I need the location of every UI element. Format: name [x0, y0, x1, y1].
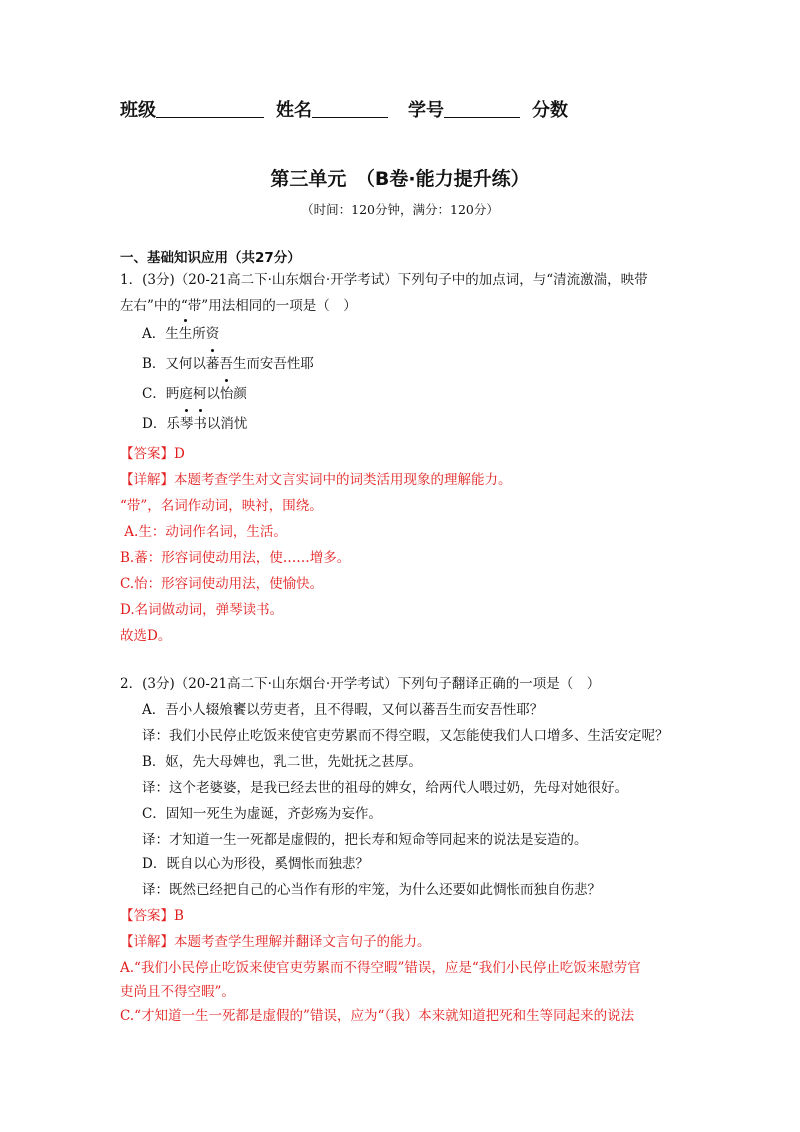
emphasis-dot-char: 书	[193, 412, 207, 432]
page-title: 第三单元 （B卷·能力提升练）	[270, 168, 530, 190]
q1-explain-line: D.名词做动词，弹琴读书。	[120, 602, 284, 618]
q2-translation-a: 译：我们小民停止吃饭来使官吏劳累而不得空暇，又怎能使我们人口增多、生活安定呢？	[142, 728, 669, 744]
class-label: 班级	[120, 100, 156, 121]
q2-explain-line: 吏尚且不得空暇”。	[120, 984, 235, 1000]
class-blank[interactable]	[156, 101, 264, 118]
q2-option-b: B．妪，先大母婢也，乳二世，先妣抚之甚厚。	[142, 754, 422, 770]
q2-explain-line: 【详解】本题考查学生理解并翻译文言句子的能力。	[120, 934, 431, 950]
q2-answer: 【答案】B	[120, 908, 184, 924]
q1-explain-line: B.蕃：形容词使动用法，使……增多。	[120, 550, 351, 566]
q2-translation-c: 译：才知道一生一死都是虚假的，把长寿和短命等同起来的说法是妄造的。	[142, 832, 588, 848]
q2-translation-b: 译：这个老婆婆，是我已经去世的祖母的婢女，给两代人喂过奶，先母对她很好。	[142, 780, 628, 796]
q2-explain-line: C.“才知道一生一死都是虚假的”错误，应为“（我）本来就知道把死和生等同起来的说法	[120, 1008, 635, 1024]
q2-option-d: D．既自以心为形役，奚惆怅而独悲？	[142, 856, 369, 872]
student-info-line	[120, 96, 568, 122]
emphasis-dot-char: 怡	[220, 382, 234, 402]
id-label: 学号	[408, 100, 444, 121]
q2-option-a: A．吾小人辍飧饔以劳吏者，且不得暇，又何以蕃吾生而安吾性耶？	[142, 702, 544, 718]
name-blank[interactable]	[312, 101, 388, 118]
name-label: 姓名	[276, 100, 312, 121]
q2-stem: 2．(3分)（20-21高二下·山东烟台·开学考试）下列句子翻译正确的一项是（ ）	[120, 676, 601, 692]
q1-option-d: D．乐琴书以消忧	[142, 412, 247, 432]
q1-stem-line1: 1．(3分)（20-21高二下·山东烟台·开学考试）下列句子中的加点词，与“清流激湍，映带	[120, 272, 648, 288]
q1-explain-line: A.生：动词作名词，生活。	[120, 524, 287, 540]
q2-explain-line: A.“我们小民停止吃饭来使官吏劳累而不得空暇”错误，应是“我们小民停止吃饭来慰劳官	[120, 960, 641, 976]
id-blank[interactable]	[444, 101, 520, 118]
q1-explain-line: 故选D。	[120, 628, 172, 644]
page-subtitle: （时间：120分钟，满分：120分）	[301, 202, 499, 217]
q2-translation-d: 译：既然已经把自己的心当作有形的牢笼，为什么还要如此惆怅而独自伤悲？	[142, 882, 601, 898]
q1-explain-line: 【详解】本题考查学生对文言实词中的词类活用现象的理解能力。	[120, 472, 512, 488]
emphasis-dot-char: 生	[179, 322, 193, 342]
section-title: 一、基础知识应用（共27分）	[120, 250, 301, 266]
q1-explain-line: C.怡：形容词使动用法，使愉快。	[120, 576, 324, 592]
q1-explain-line: “带”，名词作动词，映衬，围绕。	[120, 498, 323, 514]
q1-option-a: A．生生所资	[142, 322, 219, 342]
q1-stem-line2: 左右”中的“带”用法相同的一项是（ ）	[120, 298, 357, 314]
score-label: 分数	[532, 100, 568, 121]
q1-answer: 【答案】D	[120, 446, 185, 462]
emphasis-dot-char: 琴	[180, 412, 194, 432]
q1-option-b: B．又何以蕃吾生而安吾性耶	[142, 352, 314, 372]
emphasis-dot-char: 蕃	[206, 352, 220, 372]
q2-option-c: C．固知一死生为虚诞，齐彭殇为妄作。	[142, 806, 382, 822]
q1-option-c: C．眄庭柯以怡颜	[142, 382, 247, 402]
